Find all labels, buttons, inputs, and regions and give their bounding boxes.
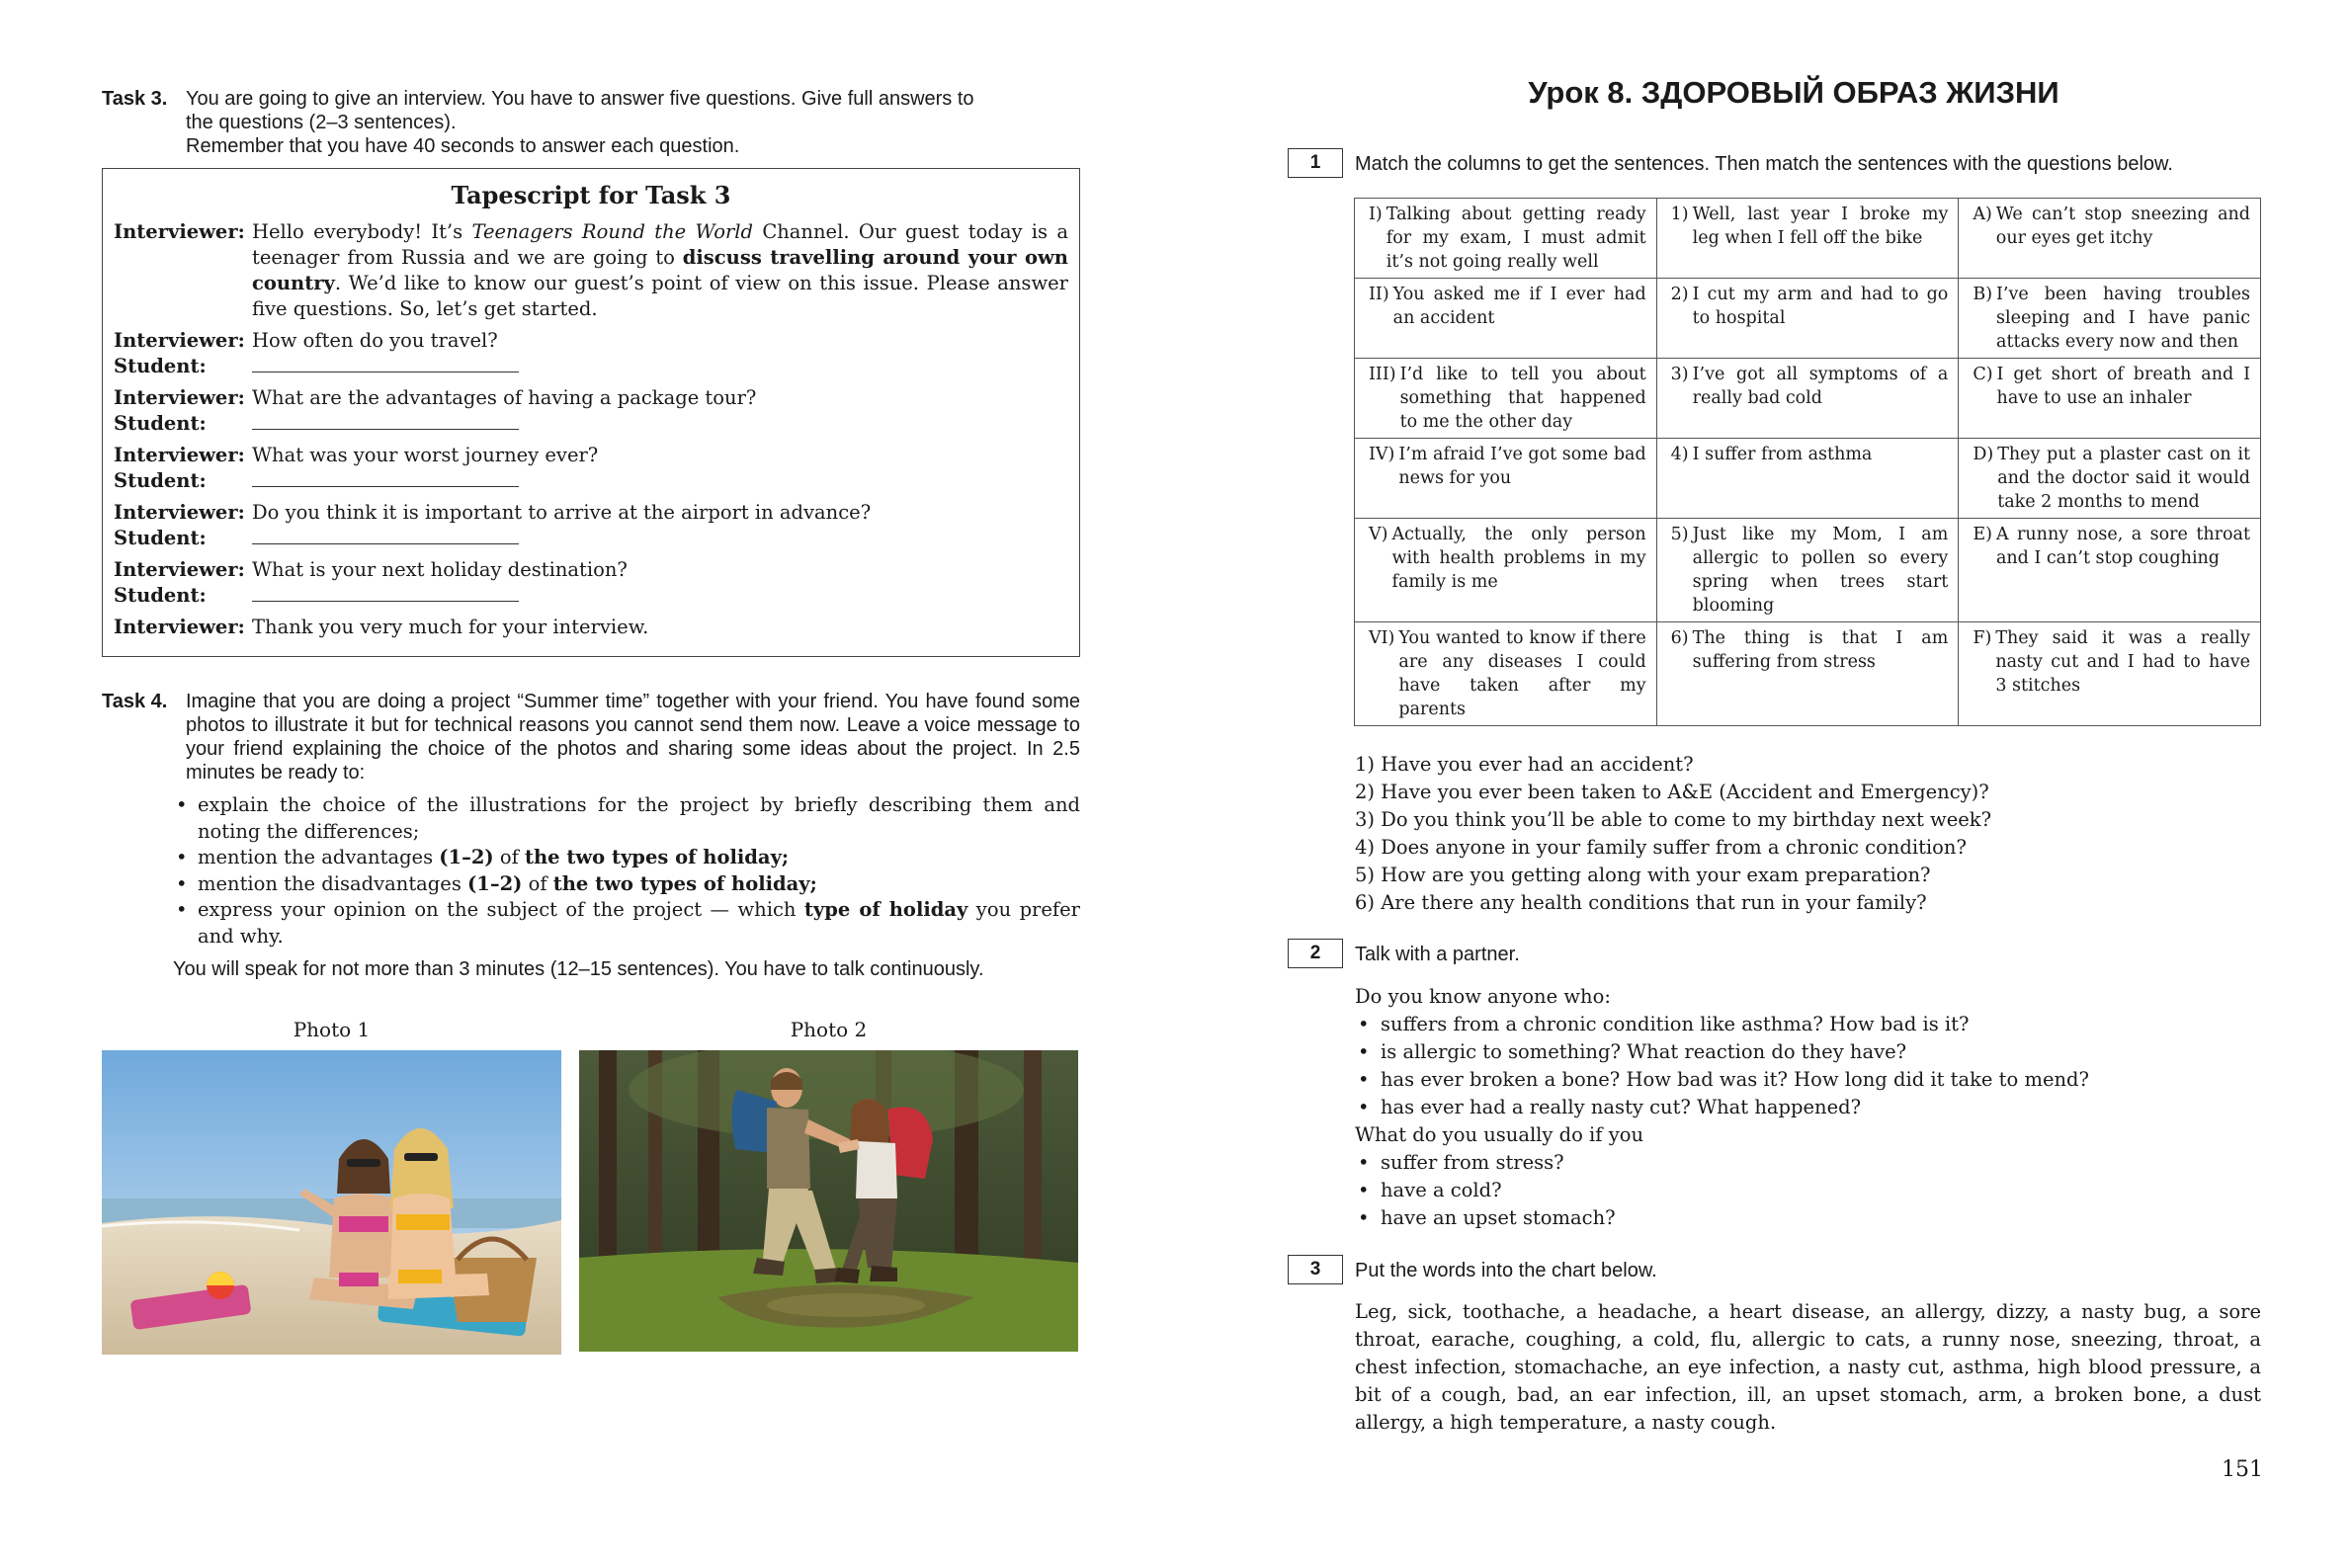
matching-row xyxy=(1355,199,2261,279)
intro-text-b: Channel. Our guest today is a teenager from Russia and we are going to xyxy=(252,220,1068,269)
task4-text: Imagine that you are doing a project “Summer time” together with your friend. You have found some photos to illustrate it but for technical reasons you cannot send them now. Leave a voice message to your friend explaining the choice of the photos and sharing some ideas about the project. In 2.5 minutes be ready to: xyxy=(186,691,1080,784)
tapescript-question-5 xyxy=(103,557,1079,583)
answer-blank xyxy=(252,411,519,430)
cell-text: Talking about getting ready for my exam, I must admit it’s not going really well xyxy=(1386,205,1646,272)
intro-text-c: . We’d like to know our guest’s point of view on this issue. Please answer five questions. So, let’s get started. xyxy=(252,272,1068,320)
cell-text: I get short of breath and I have to use an inhaler xyxy=(1996,365,2250,408)
exercise-1-questions xyxy=(1355,751,2264,917)
cell-text: Well, last year I broke my leg when I fell off the bike xyxy=(1692,205,1949,248)
page-number: 151 xyxy=(2222,1457,2263,1482)
exercise-1-number: 1 xyxy=(1288,148,1343,178)
speaker-student: Student: xyxy=(114,469,207,492)
tapescript-question-4 xyxy=(103,500,1079,526)
closing-text: Thank you very much for your interview. xyxy=(252,616,649,638)
cell-text: Just like my Mom, I am allergic to pollen so every spring when trees start blooming xyxy=(1692,525,1949,616)
task3-label: Task 3. xyxy=(102,88,168,110)
cell-key: 1) xyxy=(1670,205,1689,224)
matching-cell xyxy=(1959,519,2261,622)
cell-text: Actually, the only person with health problems in my family is me xyxy=(1391,525,1646,592)
talk-item: • suffer from stress? xyxy=(1355,1149,2274,1177)
matching-cell xyxy=(1355,279,1657,359)
question-text: What is your next holiday destination? xyxy=(252,558,628,581)
answer-blank xyxy=(252,583,519,602)
cell-text: I cut my arm and had to go to hospital xyxy=(1692,285,1949,328)
matching-cell xyxy=(1355,199,1657,279)
speaker-interviewer: Interviewer: xyxy=(114,329,245,352)
photo2-hikers-image xyxy=(579,1050,1078,1352)
cell-text: They said it was a really nasty cut and I had to have 3 stitches xyxy=(1995,628,2250,696)
task3-line3: Remember that you have 40 seconds to answer each question. xyxy=(186,135,740,157)
speaker-student: Student: xyxy=(114,527,207,549)
cell-key: I) xyxy=(1369,205,1383,224)
tapescript-answer-4 xyxy=(103,526,1079,551)
cell-text: I suffer from asthma xyxy=(1692,445,1873,464)
matching-cell xyxy=(1959,279,2261,359)
tapescript-title: Tapescript for Task 3 xyxy=(451,181,731,209)
matching-cell xyxy=(1656,622,1959,726)
talk-intro-2: What do you usually do if you xyxy=(1355,1123,1644,1146)
photo1-beach-image xyxy=(102,1050,561,1355)
exercise-2-number: 2 xyxy=(1288,939,1343,968)
question-text: What was your worst journey ever? xyxy=(252,444,599,466)
matching-cell xyxy=(1355,359,1657,439)
task3-line1: You are going to give an interview. You have to answer five questions. Give full answers to xyxy=(186,88,974,110)
tapescript-question-1 xyxy=(103,328,1079,354)
matching-table xyxy=(1354,198,2261,726)
matching-cell xyxy=(1959,439,2261,519)
matching-cell xyxy=(1355,519,1657,622)
intro-channel-name: Teenagers Round the World xyxy=(471,220,753,243)
talk-item: • is allergic to something? What reaction do they have? xyxy=(1355,1038,2274,1066)
cell-key: VI) xyxy=(1369,628,1395,648)
talk-intro-1: Do you know anyone who: xyxy=(1355,985,1611,1008)
exercise-3-instruction: Put the words into the chart below. xyxy=(1355,1260,1657,1281)
cell-key: C) xyxy=(1973,365,1993,384)
task3-block xyxy=(102,87,1080,158)
cell-key: IV) xyxy=(1369,445,1395,464)
question-text: How often do you travel? xyxy=(252,329,498,352)
task4-label: Task 4. xyxy=(102,691,168,712)
matching-row xyxy=(1355,359,2261,439)
cell-text: We can’t stop sneezing and our eyes get itchy xyxy=(1995,205,2250,248)
speaker-interviewer: Interviewer: xyxy=(114,501,245,524)
intro-topic: discuss travelling around your own country xyxy=(252,246,1068,294)
speaker-interviewer: Interviewer: xyxy=(114,386,245,409)
cell-key: D) xyxy=(1973,445,1994,464)
cell-text: A runny nose, a sore throat and I can’t stop coughing xyxy=(1995,525,2250,568)
cell-text: I’m afraid I’ve got some bad news for you xyxy=(1398,445,1646,488)
tapescript-answer-1 xyxy=(103,354,1079,379)
speaker-interviewer: Interviewer: xyxy=(114,220,245,243)
cell-text: I’ve been having troubles sleeping and I have panic attacks every now and then xyxy=(1996,285,2250,352)
exercise-3-word-list: Leg, sick, toothache, a headache, a heart disease, an allergy, dizzy, a nasty bug, a sore throat, earache, coughing, a cold, flu, allergic to cats, a runny nose, sneezing, throat, a chest infection, stomachache, an eye infection, a nasty cut, asthma, high blood pressure, a bit of a cough, bad, an ear infection, ill, an upset stomach, arm, a broken bone, a dust allergy, a high temperature, a nasty cough. xyxy=(1355,1300,2261,1434)
matching-row xyxy=(1355,519,2261,622)
matching-row xyxy=(1355,622,2261,726)
tapescript-intro xyxy=(103,219,1079,322)
question-item: 1) Have you ever had an accident? xyxy=(1355,753,1694,776)
question-item: 6) Are there any health conditions that run in your family? xyxy=(1355,891,1927,914)
tapescript-answer-3 xyxy=(103,468,1079,494)
task4-bullet-2: • mention the advantages (1–2) of the two types of holiday; xyxy=(102,845,1080,871)
cell-text: I’ve got all symptoms of a really bad cold xyxy=(1692,365,1949,408)
cell-key: III) xyxy=(1369,365,1396,384)
exercise-2-instruction: Talk with a partner. xyxy=(1355,944,1520,965)
matching-row xyxy=(1355,279,2261,359)
answer-blank xyxy=(252,354,519,372)
matching-cell xyxy=(1355,439,1657,519)
answer-blank xyxy=(252,526,519,544)
speaker-interviewer: Interviewer: xyxy=(114,444,245,466)
question-text: What are the advantages of having a package tour? xyxy=(252,386,757,409)
matching-cell xyxy=(1959,199,2261,279)
cell-key: A) xyxy=(1973,205,1992,224)
tapescript-closing xyxy=(103,615,1079,640)
lesson-title: Урок 8. ЗДОРОВЫЙ ОБРАЗ ЖИЗНИ xyxy=(1528,75,2059,110)
cell-key: E) xyxy=(1973,525,1992,544)
cell-text: They put a plaster cast on it and the doctor said it would take 2 months to mend xyxy=(1997,445,2250,512)
cell-text: The thing is that I am suffering from stress xyxy=(1692,628,1949,672)
matching-cell xyxy=(1959,622,2261,726)
cell-text: You asked me if I ever had an accident xyxy=(1392,285,1646,328)
speaker-interviewer: Interviewer: xyxy=(114,616,245,638)
speaker-interviewer: Interviewer: xyxy=(114,558,245,581)
matching-cell xyxy=(1959,359,2261,439)
cell-key: 4) xyxy=(1670,445,1689,464)
intro-text-a: Hello everybody! It’s xyxy=(252,220,472,243)
matching-cell xyxy=(1656,359,1959,439)
question-item: 4) Does anyone in your family suffer from a chronic condition? xyxy=(1355,836,1967,859)
photo1-label: Photo 1 xyxy=(293,1018,371,1041)
task4-speak-note: You will speak for not more than 3 minutes (12–15 sentences). You have to talk continuously. xyxy=(173,958,984,980)
answer-blank xyxy=(252,468,519,487)
matching-cell xyxy=(1656,279,1959,359)
speaker-student: Student: xyxy=(114,412,207,435)
exercise-1-instruction: Match the columns to get the sentences. Then match the sentences with the questions below. xyxy=(1355,153,2173,175)
tapescript-question-2 xyxy=(103,385,1079,411)
task3-line2: the questions (2–3 sentences). xyxy=(186,112,457,133)
talk-item: • suffers from a chronic condition like asthma? How bad is it? xyxy=(1355,1011,2274,1038)
talk-item: • has ever broken a bone? How bad was it? How long did it take to mend? xyxy=(1355,1066,2274,1094)
question-item: 2) Have you ever been taken to A&E (Accident and Emergency)? xyxy=(1355,781,1989,803)
cell-key: B) xyxy=(1973,285,1993,304)
speaker-student: Student: xyxy=(114,355,207,377)
cell-text: I’d like to tell you about something that happened to me the other day xyxy=(1399,365,1646,432)
task4-bullet-3: • mention the disadvantages (1–2) of the two types of holiday; xyxy=(102,871,1080,898)
cell-key: 2) xyxy=(1670,285,1689,304)
cell-key: F) xyxy=(1973,628,1992,648)
task4-bullet-1: • explain the choice of the illustrations for the project by briefly describing them and noting the differences; xyxy=(102,792,1080,845)
talk-item: • have a cold? xyxy=(1355,1177,2274,1204)
cell-key: 6) xyxy=(1670,628,1689,648)
exercise-2-content xyxy=(1355,983,2274,1232)
task4-block xyxy=(102,690,1080,949)
tapescript-answer-5 xyxy=(103,583,1079,609)
cell-key: II) xyxy=(1369,285,1389,304)
cell-key: 5) xyxy=(1670,525,1689,544)
matching-cell xyxy=(1355,622,1657,726)
photo2-label: Photo 2 xyxy=(790,1018,868,1041)
talk-item: • has ever had a really nasty cut? What happened? xyxy=(1355,1094,2274,1121)
matching-cell xyxy=(1656,519,1959,622)
tapescript-answer-2 xyxy=(103,411,1079,437)
question-text: Do you think it is important to arrive at the airport in advance? xyxy=(252,501,872,524)
tapescript-box xyxy=(102,168,1080,657)
cell-key: V) xyxy=(1369,525,1388,544)
speaker-student: Student: xyxy=(114,584,207,607)
question-item: 3) Do you think you’ll be able to come to my birthday next week? xyxy=(1355,808,1992,831)
matching-cell xyxy=(1656,439,1959,519)
task4-bullet-4: • express your opinion on the subject of the project — which type of holiday you prefer and why. xyxy=(102,897,1080,949)
cell-key: 3) xyxy=(1670,365,1689,384)
cell-text: You wanted to know if there are any diseases I could have taken after my parents xyxy=(1398,628,1646,719)
talk-item: • have an upset stomach? xyxy=(1355,1204,2274,1232)
tapescript-question-3 xyxy=(103,443,1079,468)
matching-row xyxy=(1355,439,2261,519)
exercise-3-number: 3 xyxy=(1288,1255,1343,1284)
matching-cell xyxy=(1656,199,1959,279)
question-item: 5) How are you getting along with your exam preparation? xyxy=(1355,864,1931,886)
